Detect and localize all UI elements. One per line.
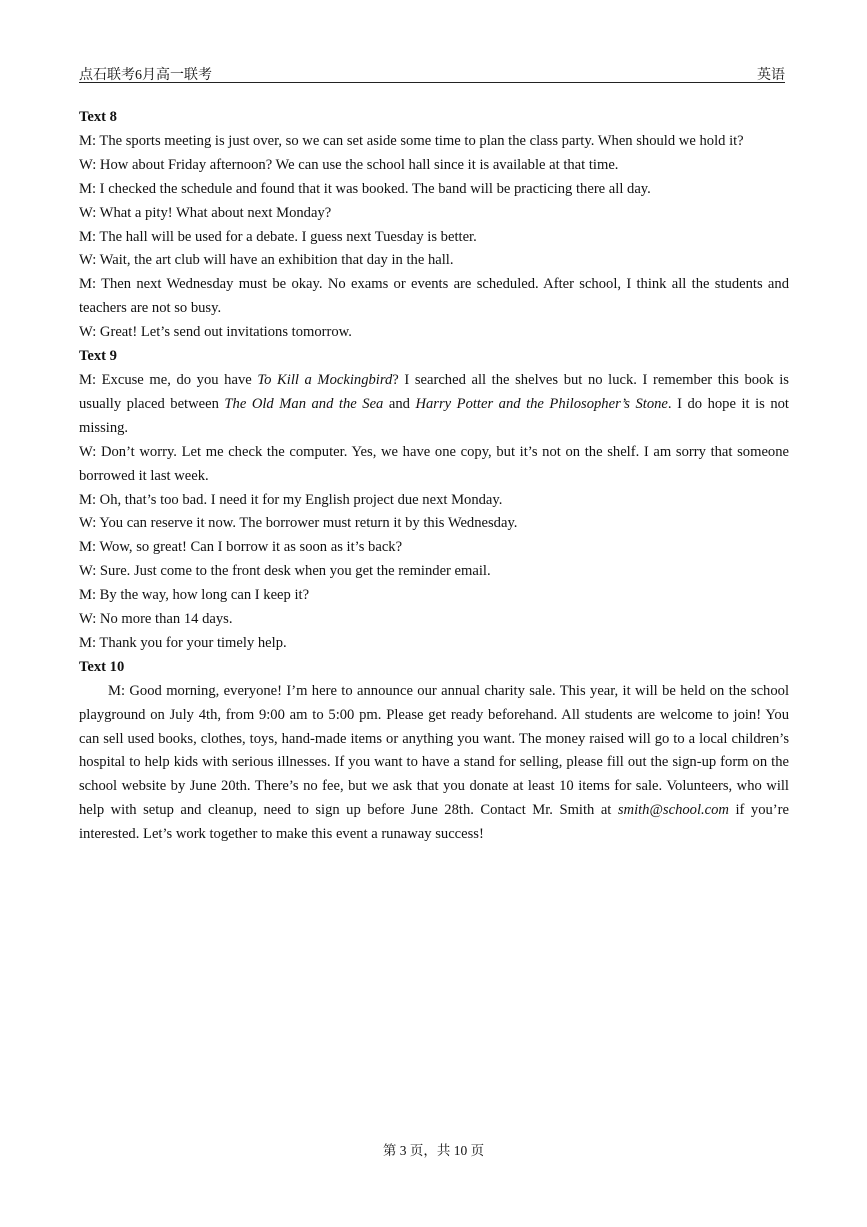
dialogue-line: W: Don’t worry. Let me check the computer. Yes, we have one copy, but it’s not on the shelf. I am sorry that someone borrowed it last week. <box>79 443 789 484</box>
dialogue-line: M: I checked the schedule and found that it was booked. The band will be practicing there all day. <box>79 180 651 197</box>
dialogue-line <box>79 369 789 441</box>
email-address: smith@school.com <box>617 802 729 819</box>
dialogue-line: W: What a pity! What about next Monday? <box>79 204 332 221</box>
dialogue-line: M: Wow, so great! Can I borrow it as soon as it’s back? <box>79 539 403 556</box>
announcement-paragraph <box>79 680 789 847</box>
text9-title: Text 9 <box>79 348 117 365</box>
text8-title: Text 8 <box>79 109 117 125</box>
exam-title: 点石联考6月高一联考 <box>79 68 212 83</box>
dialogue-line: W: Wait, the art club will have an exhibition that day in the hall. <box>79 252 454 269</box>
text10-title: Text 10 <box>79 658 125 675</box>
line-text: ? I searched all the shelves but no luck. I remember this book is usually placed between <box>79 371 789 412</box>
dialogue-line: M: The hall will be used for a debate. I guess next Tuesday is better. <box>79 228 477 245</box>
book-title: To Kill a Mockingbird <box>257 371 393 388</box>
line-text: and <box>383 395 416 412</box>
dialogue-line: M: Oh, that’s too bad. I need it for my English project due next Monday. <box>79 491 503 508</box>
dialogue-line: M: The sports meeting is just over, so we can set aside some time to plan the class party. When should we hold it? <box>79 132 744 149</box>
paragraph-text: M: Good morning, everyone! I’m here to announce our annual charity sale. This year, it will be held on the school playground on July 4th, from 9:00 am to 5:00 pm. Please get ready beforehand. All students are welcome to join! You can sell used books, clothes, toys, hand-made items or anything you want. The money raised will go to a local children’s hospital to help kids with serious illnesses. If you want to have a stand for selling, please fill out the sign-up form on the school website by June 20th. There’s no fee, but we ask that you donate at least 10 items for sale. Volunteers, who will help with setup and cleanup, need to sign up before June 28th. Contact Mr. Smith at <box>79 682 789 819</box>
book-title: Harry Potter and the Philosopher’s Stone <box>415 395 668 412</box>
subject-label: 英语 <box>757 68 785 83</box>
dialogue-line: M: By the way, how long can I keep it? <box>79 587 310 604</box>
dialogue-line: M: Then next Wednesday must be okay. No exams or events are scheduled. After school, I think all the students and teachers are not so busy. <box>79 276 789 317</box>
dialogue-line: W: You can reserve it now. The borrower must return it by this Wednesday. <box>79 515 518 532</box>
page-number: 第 3 页，共 10 页 <box>382 1143 485 1158</box>
dialogue-line: W: How about Friday afternoon? We can use the school hall since it is available at that time. <box>79 156 619 173</box>
line-text: . I do hope it is not missing. <box>79 395 789 436</box>
book-title: The Old Man and the Sea <box>224 395 384 412</box>
dialogue-line: W: Great! Let’s send out invitations tomorrow. <box>79 324 352 341</box>
page-content <box>79 106 789 847</box>
line-text: M: Excuse me, do you have <box>79 371 258 388</box>
dialogue-line: M: Thank you for your timely help. <box>79 634 287 651</box>
page-header <box>79 64 785 83</box>
dialogue-line: W: Sure. Just come to the front desk when you get the reminder email. <box>79 563 491 580</box>
dialogue-line: W: No more than 14 days. <box>79 611 233 628</box>
paragraph-text: if you’re interested. Let’s work together to make this event a runaway success! <box>79 802 789 843</box>
